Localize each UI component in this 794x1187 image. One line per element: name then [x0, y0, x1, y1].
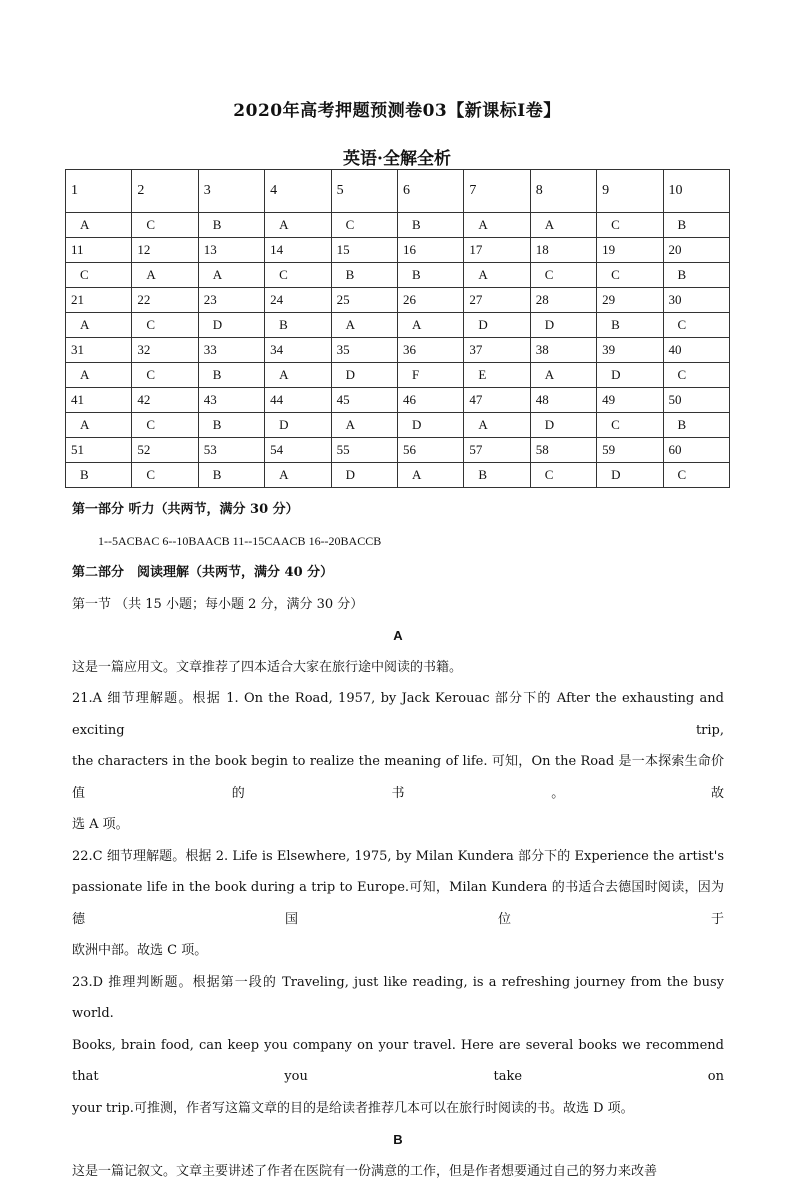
answer-row [66, 213, 730, 238]
question-number-cell: 17 [464, 238, 530, 263]
question-number-cell: 48 [530, 388, 596, 413]
question-number-cell: 20 [663, 238, 729, 263]
passage-b-intro: 这是一篇记叙文。文章主要讲述了作者在医院有一份满意的工作，但是作者想要通过自己的努力来改善 [72, 1156, 724, 1187]
answer-row [66, 313, 730, 338]
question-number-cell: 5 [331, 170, 397, 213]
answer-cell: B [198, 413, 264, 438]
question-number-cell: 30 [663, 288, 729, 313]
question-number-cell: 28 [530, 288, 596, 313]
question-number-cell: 32 [132, 338, 198, 363]
answer-cell: B [663, 413, 729, 438]
question-number-cell: 22 [132, 288, 198, 313]
answer-row [66, 463, 730, 488]
answer-cell: D [530, 313, 596, 338]
question-number-cell: 24 [265, 288, 331, 313]
answer-cell: A [530, 213, 596, 238]
q23-explanation-line3: your trip.可推测，作者写这篇文章的目的是给读者推荐几本可以在旅行时阅读的书。故选 D 项。 [72, 1093, 724, 1125]
question-number-cell: 50 [663, 388, 729, 413]
answer-cell: C [663, 463, 729, 488]
answer-cell: C [530, 463, 596, 488]
answer-cell: A [464, 213, 530, 238]
question-number-cell: 15 [331, 238, 397, 263]
answer-cell: A [66, 363, 132, 388]
question-number-cell: 35 [331, 338, 397, 363]
answer-cell: C [265, 263, 331, 288]
answer-cell: B [331, 263, 397, 288]
question-number-cell: 52 [132, 438, 198, 463]
question-number-cell: 9 [597, 170, 663, 213]
answer-cell: D [331, 463, 397, 488]
answer-cell: B [198, 363, 264, 388]
answer-cell: D [597, 463, 663, 488]
answer-cell: C [132, 313, 198, 338]
answer-cell: A [265, 463, 331, 488]
answer-cell: C [66, 263, 132, 288]
answer-cell: B [397, 263, 463, 288]
question-number-cell: 43 [198, 388, 264, 413]
answer-cell: C [597, 413, 663, 438]
answer-cell: B [663, 213, 729, 238]
question-number-row [66, 288, 730, 313]
q22-explanation-line1: 22.C 细节理解题。根据 2. Life is Elsewhere, 1975, by Milan Kundera 部分下的 Experience the artist's [72, 841, 724, 873]
question-number-cell: 1 [66, 170, 132, 213]
question-number-cell: 40 [663, 338, 729, 363]
answer-cell: B [663, 263, 729, 288]
question-number-cell: 23 [198, 288, 264, 313]
answer-row [66, 363, 730, 388]
answer-cell: B [597, 313, 663, 338]
q23-explanation-line1: 23.D 推理判断题。根据第一段的 Traveling, just like reading, is a refreshing journey from the busy world. [72, 967, 724, 1030]
answer-cell: B [198, 213, 264, 238]
explanation-body [72, 494, 724, 1187]
answer-cell: D [464, 313, 530, 338]
question-number-cell: 19 [597, 238, 663, 263]
answer-cell: C [132, 213, 198, 238]
q23-explanation-line2: Books, brain food, can keep you company on your travel. Here are several books we recommend that you take on [72, 1030, 724, 1093]
answer-cell: D [397, 413, 463, 438]
question-number-row [66, 238, 730, 263]
answer-cell: C [663, 313, 729, 338]
answer-cell: C [597, 263, 663, 288]
answer-cell: A [331, 413, 397, 438]
question-number-cell: 11 [66, 238, 132, 263]
answer-cell: A [397, 313, 463, 338]
question-number-cell: 42 [132, 388, 198, 413]
answer-cell: B [464, 463, 530, 488]
passage-a-intro: 这是一篇应用文。文章推荐了四本适合大家在旅行途中阅读的书籍。 [72, 652, 724, 684]
question-number-cell: 46 [397, 388, 463, 413]
page-subtitle: 英语·全解全析 [0, 144, 794, 169]
question-number-cell: 56 [397, 438, 463, 463]
question-number-cell: 60 [663, 438, 729, 463]
part2-heading: 第二部分 阅读理解（共两节，满分 40 分） [72, 557, 724, 589]
answer-cell: A [464, 413, 530, 438]
question-number-cell: 44 [265, 388, 331, 413]
answer-cell: F [397, 363, 463, 388]
question-number-cell: 58 [530, 438, 596, 463]
answer-cell: A [132, 263, 198, 288]
question-number-cell: 26 [397, 288, 463, 313]
answer-cell: B [66, 463, 132, 488]
question-number-cell: 27 [464, 288, 530, 313]
question-number-cell: 10 [663, 170, 729, 213]
answer-cell: A [331, 313, 397, 338]
answer-cell: D [530, 413, 596, 438]
question-number-cell: 16 [397, 238, 463, 263]
question-number-cell: 6 [397, 170, 463, 213]
answer-cell: C [663, 363, 729, 388]
answer-cell: C [530, 263, 596, 288]
question-number-cell: 54 [265, 438, 331, 463]
answer-cell: A [198, 263, 264, 288]
answer-cell: A [464, 263, 530, 288]
question-number-row [66, 170, 730, 213]
answer-table [65, 169, 730, 488]
q21-explanation-line3: 选 A 项。 [72, 809, 724, 841]
question-number-cell: 41 [66, 388, 132, 413]
q22-explanation-line3: 欧洲中部。故选 C 项。 [72, 935, 724, 967]
question-number-cell: 38 [530, 338, 596, 363]
answer-cell: C [597, 213, 663, 238]
part1-answers: 1--5ACBAC 6--10BAACB 11--15CAACB 16--20BACCB [72, 526, 724, 558]
answer-cell: A [265, 213, 331, 238]
page-title: 2020年高考押题预测卷03【新课标Ⅰ卷】 [0, 96, 794, 121]
question-number-cell: 14 [265, 238, 331, 263]
q21-explanation-line2: the characters in the book begin to realize the meaning of life. 可知，On the Road 是一本探索生命价值的书。故 [72, 746, 724, 809]
section1-heading: 第一节 （共 15 小题；每小题 2 分，满分 30 分） [72, 589, 724, 621]
question-number-cell: 18 [530, 238, 596, 263]
question-number-cell: 2 [132, 170, 198, 213]
question-number-cell: 36 [397, 338, 463, 363]
question-number-cell: 53 [198, 438, 264, 463]
question-number-cell: 13 [198, 238, 264, 263]
q22-explanation-line2: passionate life in the book during a trip to Europe.可知，Milan Kundera 的书适合去德国时阅读，因为德国位于 [72, 872, 724, 935]
question-number-row [66, 388, 730, 413]
question-number-row [66, 438, 730, 463]
answer-cell: C [132, 463, 198, 488]
question-number-cell: 31 [66, 338, 132, 363]
answer-cell: C [331, 213, 397, 238]
question-number-cell: 33 [198, 338, 264, 363]
answer-cell: A [397, 463, 463, 488]
q21-explanation-line1: 21.A 细节理解题。根据 1. On the Road, 1957, by Jack Kerouac 部分下的 After the exhausting and exciting trip, [72, 683, 724, 746]
answer-row [66, 263, 730, 288]
answer-cell: E [464, 363, 530, 388]
question-number-cell: 39 [597, 338, 663, 363]
question-number-cell: 25 [331, 288, 397, 313]
question-number-cell: 47 [464, 388, 530, 413]
answer-cell: A [66, 413, 132, 438]
question-number-cell: 8 [530, 170, 596, 213]
question-number-cell: 59 [597, 438, 663, 463]
question-number-cell: 45 [331, 388, 397, 413]
question-number-cell: 12 [132, 238, 198, 263]
question-number-cell: 3 [198, 170, 264, 213]
question-number-cell: 34 [265, 338, 331, 363]
answer-cell: D [331, 363, 397, 388]
passage-a-label: A [72, 620, 724, 652]
answer-cell: A [265, 363, 331, 388]
question-number-cell: 51 [66, 438, 132, 463]
answer-cell: B [198, 463, 264, 488]
question-number-row [66, 338, 730, 363]
answer-cell: B [265, 313, 331, 338]
question-number-cell: 55 [331, 438, 397, 463]
answer-cell: C [132, 363, 198, 388]
passage-b-label: B [72, 1124, 724, 1156]
answer-cell: D [265, 413, 331, 438]
answer-row [66, 413, 730, 438]
question-number-cell: 21 [66, 288, 132, 313]
question-number-cell: 4 [265, 170, 331, 213]
answer-cell: A [66, 213, 132, 238]
answer-cell: D [198, 313, 264, 338]
part1-heading: 第一部分 听力（共两节，满分 30 分） [72, 494, 724, 526]
question-number-cell: 29 [597, 288, 663, 313]
answer-cell: D [597, 363, 663, 388]
answer-cell: A [530, 363, 596, 388]
question-number-cell: 57 [464, 438, 530, 463]
answer-cell: B [397, 213, 463, 238]
question-number-cell: 7 [464, 170, 530, 213]
question-number-cell: 49 [597, 388, 663, 413]
question-number-cell: 37 [464, 338, 530, 363]
answer-cell: A [66, 313, 132, 338]
answer-cell: C [132, 413, 198, 438]
